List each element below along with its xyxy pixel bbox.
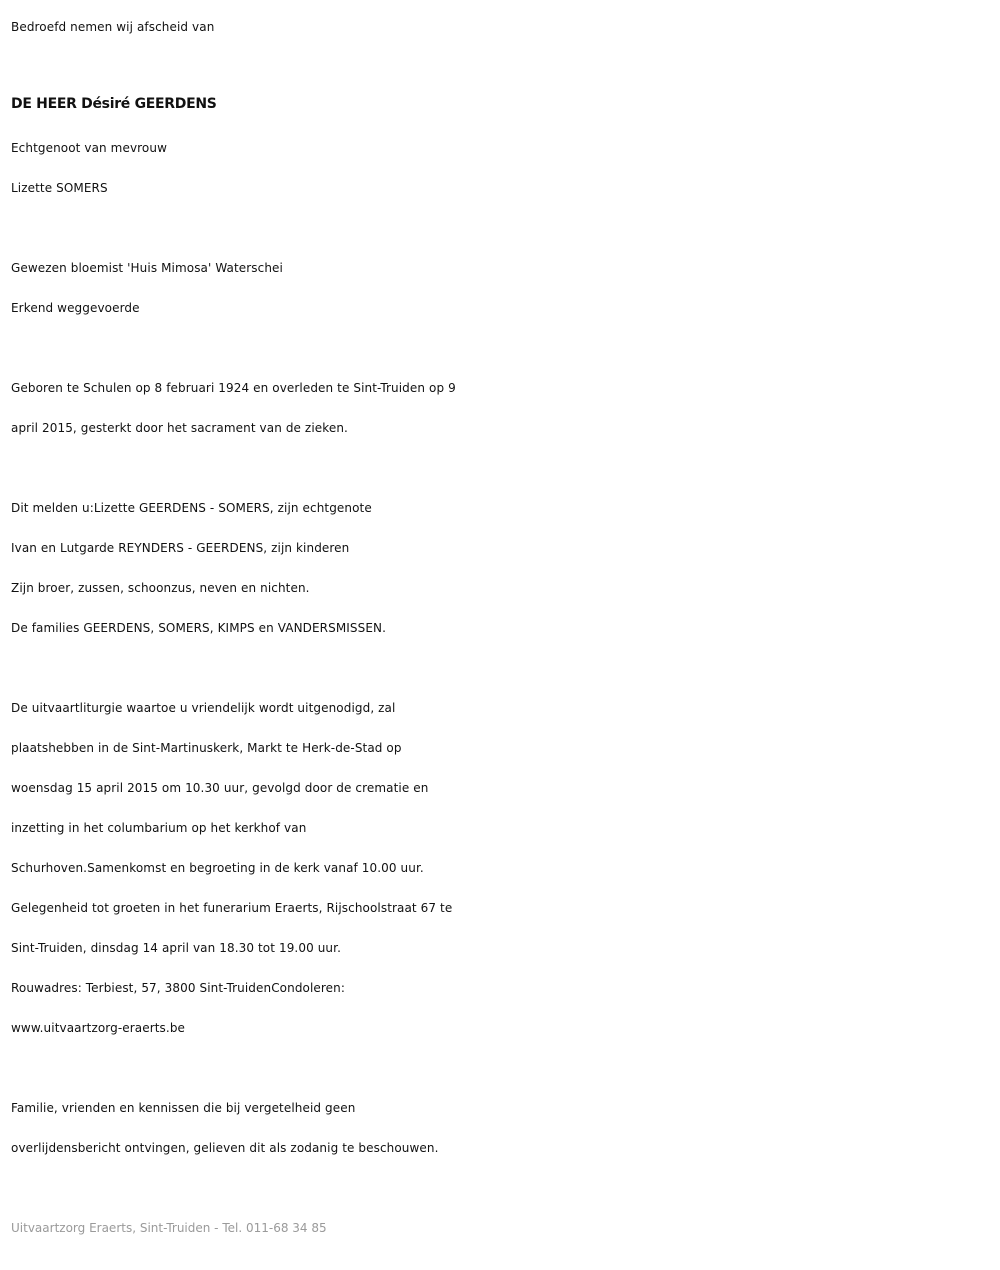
spacer <box>11 1048 1000 1088</box>
occupation-line: Erkend weggevoerde <box>11 301 140 315</box>
spouse-section <box>11 128 1000 208</box>
spacer <box>11 648 1000 688</box>
condolence-url: www.uitvaartzorg-eraerts.be <box>11 1021 186 1035</box>
funeral-line: Sint-Truiden, dinsdag 14 april van 18.30 tot 19.00 uur. <box>11 941 341 955</box>
family-line: De families GEERDENS, SOMERS, KIMPS en VANDERSMISSEN. <box>11 621 387 635</box>
funeral-home-footer: Uitvaartzorg Eraerts, Sint-Truiden - Tel. 011-68 34 85 <box>11 1221 327 1235</box>
funeral-section <box>11 688 1000 1048</box>
birth-death-section <box>11 368 1000 448</box>
funeral-line: Schurhoven.Samenkomst en begroeting in de kerk vanaf 10.00 uur. <box>11 861 424 875</box>
spouse-name: Lizette SOMERS <box>11 181 108 195</box>
family-line: Dit melden u:Lizette GEERDENS - SOMERS, zijn echtgenote <box>11 501 372 515</box>
birth-death-line: april 2015, gesterkt door het sacrament van de zieken. <box>11 421 348 435</box>
spouse-line: Echtgenoot van mevrouw <box>11 141 167 155</box>
funeral-line: De uitvaartliturgie waartoe u vriendelijk wordt uitgenodigd, zal <box>11 701 396 715</box>
deceased-name: DE HEER Désiré GEERDENS <box>11 96 217 112</box>
funeral-line: plaatshebben in de Sint-Martinuskerk, Markt te Herk-de-Stad op <box>11 741 402 755</box>
family-line: Zijn broer, zussen, schoonzus, neven en nichten. <box>11 581 310 595</box>
family-section <box>11 488 1000 648</box>
closing-line: overlijdensbericht ontvingen, gelieven dit als zodanig te beschouwen. <box>11 1141 439 1155</box>
funeral-line: Gelegenheid tot groeten in het funerarium Eraerts, Rijschoolstraat 67 te <box>11 901 453 915</box>
occupation-section <box>11 248 1000 328</box>
family-line: Ivan en Lutgarde REYNDERS - GEERDENS, zijn kinderen <box>11 541 350 555</box>
funeral-line: woensdag 15 april 2015 om 10.30 uur, gevolgd door de crematie en <box>11 781 429 795</box>
funeral-line: Rouwadres: Terbiest, 57, 3800 Sint-TruidenCondoleren: <box>11 981 346 995</box>
spacer <box>11 208 1000 248</box>
funeral-line: inzetting in het columbarium op het kerkhof van <box>11 821 307 835</box>
spacer <box>11 328 1000 368</box>
closing-line: Familie, vrienden en kennissen die bij vergetelheid geen <box>11 1101 356 1115</box>
intro-text: Bedroefd nemen wij afscheid van <box>11 20 215 34</box>
closing-section <box>11 1088 1000 1168</box>
spacer <box>11 448 1000 488</box>
occupation-line: Gewezen bloemist 'Huis Mimosa' Waterschei <box>11 261 283 275</box>
birth-death-line: Geboren te Schulen op 8 februari 1924 en overleden te Sint-Truiden op 9 <box>11 381 456 395</box>
